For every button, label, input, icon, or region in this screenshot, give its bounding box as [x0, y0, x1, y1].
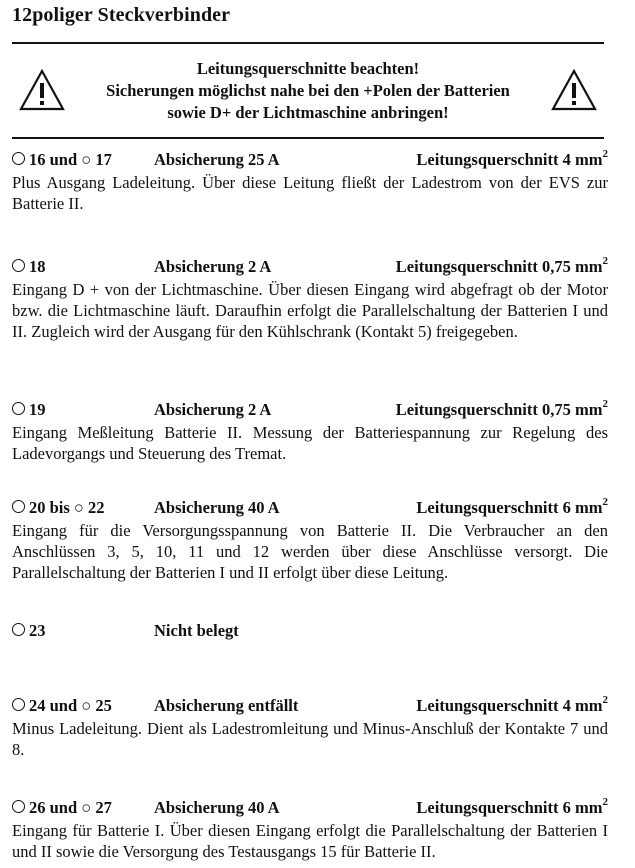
cable-cross-section: Leitungsquerschnitt 4 $mm^2$: [416, 147, 608, 169]
section-header: [12, 255, 608, 279]
section-16-17: [12, 148, 608, 214]
section-description: Eingang für Batterie I. Über diesen Eingang erfolgt die Parallelschaltung der Batterien I und II sowie die Versorgung des Testausgangs 15 für Batterie II.: [12, 821, 608, 861]
section-description: Eingang für die Versorgungsspannung von Batterie II. Die Verbraucher an den Anschlüssen 3, 5, 10, 11 und 12 werden über diese Anschlüsse versorgt. Die Parallelschaltung der Batterien I und II erfolgt über diese Leitung.: [12, 521, 608, 582]
divider-bottom: [12, 137, 604, 139]
section-26-27: [12, 796, 608, 862]
warning-box: [12, 48, 604, 134]
section-18: [12, 255, 608, 342]
section-header: [12, 694, 608, 718]
cable-cross-section: Leitungsquerschnitt 6 $mm^2$: [416, 795, 608, 817]
contact-label: 26 und ○ 27: [12, 798, 112, 818]
cable-cross-section: Leitungsquerschnitt 6 $mm^2$: [416, 495, 608, 517]
circle-icon: [12, 259, 25, 272]
circle-icon: [12, 800, 25, 813]
section-description: Minus Ladeleitung. Dient als Ladestromleitung und Minus-Anschluß der Kontakte 7 und 8.: [12, 719, 608, 759]
contact-label: 16 und ○ 17: [12, 150, 112, 170]
contact-label: 23: [12, 621, 46, 641]
warning-line-1: Leitungsquerschnitte beachten!: [196, 59, 420, 78]
section-description: Eingang D + von der Lichtmaschine. Über diesen Eingang wird abgefragt ob der Motor bzw. die Lichtmaschine läuft. Daraufhin erfolgt die Parallelschaltung der Batterien I und II. Zugleich wird der Ausgang für den Kühlschrank (Kontakt 5) freigegeben.: [12, 280, 608, 341]
section-header: [12, 796, 608, 820]
circle-icon: [12, 152, 25, 165]
divider-top: [12, 42, 604, 44]
contact-label: 20 bis ○ 22: [12, 498, 105, 518]
section-description: Plus Ausgang Ladeleitung. Über diese Leitung fließt der Ladestrom von der EVS zur Batterie II.: [12, 173, 608, 213]
fuse-rating: Absicherung 2 A: [154, 400, 272, 419]
section-header: [12, 398, 608, 422]
cable-cross-section: Leitungsquerschnitt 0,75 $mm^2$: [395, 397, 608, 419]
fuse-rating: Nicht belegt: [154, 621, 239, 640]
section-23: [12, 619, 608, 643]
fuse-rating: Absicherung 40 A: [154, 498, 280, 517]
contact-label: 18: [12, 257, 46, 277]
section-description: Eingang Meßleitung Batterie II. Messung der Batteriespannung zur Regelung des Ladevorgangs und Steuerung des Tremat.: [12, 423, 608, 463]
cable-cross-section: Leitungsquerschnitt 0,75 $mm^2$: [395, 254, 608, 276]
section-24-25: [12, 694, 608, 760]
warning-text: [72, 58, 544, 124]
warning-triangle-icon: [18, 68, 66, 112]
warning-triangle-icon: [550, 68, 598, 112]
contact-label: 19: [12, 400, 46, 420]
section-20-22: [12, 496, 608, 583]
circle-icon: [12, 698, 25, 711]
fuse-rating: Absicherung 25 A: [154, 150, 280, 169]
cable-cross-section: Leitungsquerschnitt 4 $mm^2$: [416, 693, 608, 715]
contact-label: 24 und ○ 25: [12, 696, 112, 716]
section-19: [12, 398, 608, 464]
page-title: 12poliger Steckverbinder: [12, 4, 231, 26]
circle-icon: [12, 623, 25, 636]
warning-line-3: sowie D+ der Lichtmaschine anbringen!: [167, 103, 449, 122]
circle-icon: [12, 402, 25, 415]
section-header: [12, 496, 608, 520]
fuse-rating: Absicherung entfällt: [154, 696, 299, 715]
fuse-rating: Absicherung 40 A: [154, 798, 280, 817]
section-header: [12, 619, 608, 643]
section-header: [12, 148, 608, 172]
circle-icon: [12, 500, 25, 513]
warning-line-2: Sicherungen möglichst nahe bei den +Polen der Batterien: [106, 81, 510, 100]
fuse-rating: Absicherung 2 A: [154, 257, 272, 276]
